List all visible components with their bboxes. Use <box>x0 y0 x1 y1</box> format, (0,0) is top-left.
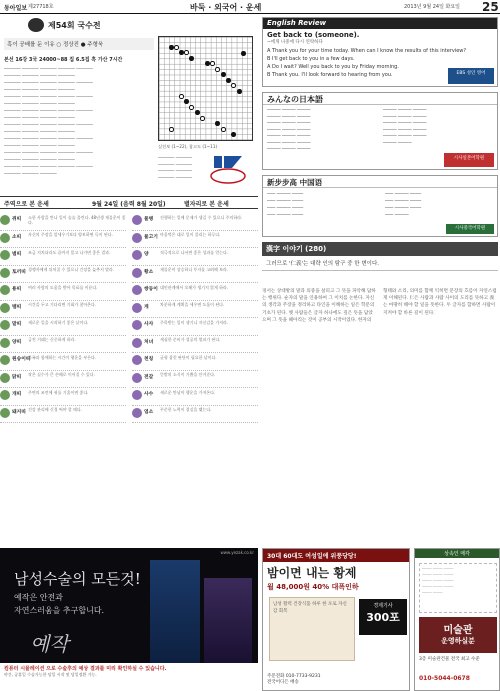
fortune-row <box>0 248 126 266</box>
gallery-ad-phone[interactable]: 010-5044-0678 <box>419 675 470 682</box>
fortune-row <box>132 318 258 336</box>
baduk-commentary-2: ────── ────── ────── ────── ────── ────── ────── ────── <box>158 156 192 181</box>
baduk-commentary: ────── ────── ────── ────── ────── ────── ────── ────── ────── ────── ────── ────── ────── ────── ────── ────── ────── ────── ────── ────── ────── ────── ────── ────── ────── ────── ────── ────── ────── ────── ────── ────── ────── ────── ────── ────── ────── ────── ────── ────── ────── ────── ────── ────── ────── ────── ────── ────── ────── ────── ────── ────── ────── ────── ────── ────── ────── ────── ────── ────── ────── ────── ────── ────── ────── ────── ────── ────── ────── ────── ────── <box>4 67 93 177</box>
fortune-row <box>132 371 258 389</box>
health-ad-contact <box>267 674 321 686</box>
fortune-text: 균형 잡힌 판단이 필요한 날이다. <box>160 354 217 360</box>
japanese-band: みんなの日本語 <box>263 93 497 105</box>
fortune-name: 사수 <box>144 392 154 397</box>
fortune-name: 전갈 <box>144 374 154 380</box>
clinic-ad-logo: 예작 <box>30 632 69 656</box>
clinic-ad[interactable] <box>0 548 258 691</box>
fortune-name: 염소 <box>144 409 154 415</box>
chinese-ad: 시사중국어학원 <box>446 224 494 234</box>
section-title: 바둑 · 외국어 · 운세 <box>190 3 262 12</box>
white-stone <box>221 127 226 132</box>
black-stone <box>231 132 236 137</box>
black-stone <box>226 78 231 83</box>
constellation-icon <box>132 285 142 295</box>
gallery-ad[interactable] <box>414 548 500 691</box>
white-stone <box>169 127 174 132</box>
health-ad-tel2: 전국어디든 배송 <box>267 680 299 685</box>
health-ad-price <box>359 599 407 635</box>
zodiac-icon <box>0 268 10 278</box>
fortune-section <box>0 196 258 542</box>
gallery-ad-desc: 3층 미술관건물 전국 최고 수준 <box>419 657 480 662</box>
black-stone <box>237 89 242 94</box>
fortune-name: 범띠 <box>12 252 22 257</box>
fortune-row <box>132 301 258 319</box>
fortune-name: 돼지띠 <box>12 409 26 415</box>
health-ad-title: 밤이면 내는 황제 <box>267 566 357 580</box>
issue-date: 2013년 9월 24일 화요일 <box>404 4 461 10</box>
zodiac-icon <box>0 285 10 295</box>
clinic-ad-bar-sub: 야간, 공휴일 수술가능한 당일 시작 및 당일정환 가능. <box>4 672 97 677</box>
white-stone <box>210 61 215 66</box>
fortune-row <box>132 213 258 231</box>
fortune-text: 여러 사람의 도움을 받아 목표를 이룬다. <box>28 284 98 290</box>
japanese-box <box>262 92 498 170</box>
baduk-title: 제54회 국수전 <box>48 21 101 30</box>
health-ad-box: 남성 활력 건강식품 하루 한 포로 자신감 회복 <box>269 597 355 661</box>
fortune-name: 물고기 <box>144 234 158 240</box>
english-review-box <box>262 17 498 87</box>
fortune-text: 진행하는 일에 문제가 생길 수 있으니 주의하라. <box>160 214 243 220</box>
clinic-ad-headline: 남성수술의 모든것! <box>14 570 141 588</box>
page-header <box>0 0 500 14</box>
white-stone <box>200 116 205 121</box>
fortune-text: 주변의 조언에 귀를 기울이면 좋다. <box>28 389 89 395</box>
fortune-text: 시간을 두고 기다리면 기회가 찾아온다. <box>28 302 97 307</box>
fortune-text: 조금 지치더라도 끝까지 밀고 나가면 좋은 결과. <box>28 249 111 255</box>
hanja-subtitle: 그러므로 '仁義'는 대략 인의 탐구 중 한 변이다. <box>262 256 498 271</box>
fortune-col-constellation <box>132 213 258 423</box>
fortune-text: 가족과 함께하는 시간이 행운을 부른다. <box>28 354 97 360</box>
fortune-text: 꾸준한 노력이 결실을 맺는다. <box>160 407 212 412</box>
fortune-text: 소한 사람을 만나 일이 술술 풀린다. 48년생 재물운이 좋다. <box>28 214 126 225</box>
black-stone <box>179 50 184 55</box>
fortune-header <box>0 197 258 209</box>
zodiac-icon <box>0 355 10 365</box>
fortune-name: 사자 <box>144 322 154 327</box>
fortune-text: 새로운 일을 시작하기 좋은 날이다. <box>28 319 89 325</box>
english-band: English Review <box>263 18 497 29</box>
clinic-ad-footer <box>0 663 258 691</box>
english-headline: Get back to (someone). <box>267 31 360 39</box>
zodiac-icon <box>0 250 10 260</box>
baduk-column <box>0 16 255 190</box>
fortune-row <box>0 283 126 301</box>
fortune-name: 물병 <box>144 217 154 222</box>
black-stone <box>221 72 226 77</box>
constellation-icon <box>132 373 142 383</box>
gallery-ad-title: 미술관 <box>443 625 473 636</box>
gallery-ad-box <box>419 617 497 653</box>
black-stone <box>205 61 210 66</box>
fortune-name: 쥐띠 <box>12 217 22 222</box>
fortune-text: 세심한 준비가 성공의 열쇠가 된다. <box>160 337 221 342</box>
gallery-ad-top: 상속인 매각 <box>415 549 499 558</box>
fortune-name: 닭띠 <box>12 374 22 380</box>
chinese-box <box>262 175 498 237</box>
fortune-text: 마음먹은 대로 일이 풀리는 하루다. <box>160 232 221 237</box>
gallery-ad-listing: ──── ──── ──── ──── ──── ──── ──── ──── ──── ──── ──── ──── ──── ──── <box>419 563 497 613</box>
constellation-icon <box>132 303 142 313</box>
hanja-column <box>262 242 498 538</box>
fortune-text: 작은 실수가 큰 손해로 이어질 수 있다. <box>28 372 95 377</box>
constellation-icon <box>132 250 142 260</box>
fortune-text: 경쟁자에게 뒤처질 수 있으니 긴장을 늦추지 말라. <box>28 267 115 272</box>
clinic-ad-line2: 자연스러움을 추구합니다. <box>14 606 105 615</box>
white-stone <box>174 45 179 50</box>
baduk-subtitle: 본선 16강 3국 24000~88 집 6.5집 흑 가산 7시간 <box>4 57 123 63</box>
health-ad-subtitle: 월 48,000원 40% 대폭인하 <box>267 583 359 591</box>
price-label: 경제기사 <box>373 603 393 609</box>
fortune-text: 대인관계에서 오해가 생기지 않게 하라. <box>160 284 229 290</box>
fortune-name: 원숭이띠 <box>12 357 31 362</box>
constellation-icon <box>132 215 142 225</box>
zodiac-icon <box>0 320 10 330</box>
fortune-text: 차분하게 계획을 세우면 도움이 된다. <box>160 302 225 307</box>
white-stone <box>215 67 220 72</box>
fortune-name: 게 <box>144 304 149 310</box>
dialog-line: B I'll get back to you in a few days. <box>267 56 355 62</box>
building-image <box>150 560 200 678</box>
fortune-row <box>0 406 126 424</box>
fortune-text: 재물운이 상승하니 투자를 고려해 보라. <box>160 267 229 272</box>
fortune-name: 양 <box>144 252 149 257</box>
clinic-ad-bar-title: 컴퓨터 시뮬레이션 으로 수술후의 예상 결과를 미리 확인하실 수 있습니다. <box>4 666 167 672</box>
black-stone <box>215 121 220 126</box>
fortune-text: 금전 거래는 신중하게 하라. <box>28 337 76 342</box>
hanja-body: 경서는 상대방의 말과 의중을 살피고 그 뜻을 파악해 답하는 행위다. 순자의 말을 인용하여 그 이치를 논한다. 자신의 생각과 주장을 정리하고 타인을 이해하는 일은 학문의 기초가 된다. 옛 사람들은 글자 하나에도 깊은 뜻을 담았으며 그 뜻을 헤아리는 것이 공부의 시작이었다. 한자의 형태와 소리, 의미를 함께 익히면 문장의 흐름이 자연스럽게 이해된다. 仁은 사람과 사람 사이의 도리를 뜻하고 義는 마땅히 해야 할 일을 뜻한다. 두 글자를 합하면 사람이 지켜야 할 바른 길이 된다. <box>262 289 497 323</box>
price-value: 300포 <box>366 611 400 624</box>
clinic-ad-line1: 예작은 안전과 <box>14 593 63 602</box>
zodiac-icon <box>0 233 10 243</box>
fortune-name: 황소 <box>144 269 154 275</box>
fortune-name: 천칭 <box>144 357 154 362</box>
constellation-icon <box>132 390 142 400</box>
white-stone <box>231 83 236 88</box>
fortune-row <box>0 231 126 249</box>
constellation-icon <box>132 233 142 243</box>
fortune-text: 건강 관리에 신경 써야 할 때다. <box>28 407 82 412</box>
fortune-text: 새로운 만남이 행운을 가져온다. <box>160 389 216 395</box>
fortune-text: 주목받는 일이 생기니 자신감을 가져라. <box>160 319 229 325</box>
constellation-icon <box>132 408 142 418</box>
fortune-name: 개띠 <box>12 392 22 397</box>
issue-number: 제27718호 <box>28 4 54 10</box>
fortune-name: 토끼띠 <box>12 269 26 275</box>
hanja-band: 漢字 이야기 (280) <box>262 242 498 256</box>
board-caption: 실전보 (1~22), 참고도 (1~11) <box>158 144 218 149</box>
chinese-col-left: ─── ───── ──── ─── ───── ──── ─── ───── ──── ─── ───── ──── <box>267 192 304 218</box>
masthead: 동아일보 <box>4 5 28 12</box>
constellation-icon <box>132 268 142 278</box>
clinic-ad-url[interactable]: www.yezak.co.kr <box>220 550 254 555</box>
fortune-row <box>132 336 258 354</box>
fortune-row <box>132 283 258 301</box>
baduk-players: 흑이 공배를 둔 이유 ○ 정상진 ● 주형욱 <box>4 38 154 50</box>
dialog-line: B Thank you. I'll look forward to hearing from you. <box>267 72 393 78</box>
fortune-name: 쌍둥이 <box>144 287 158 292</box>
fortune-row <box>0 266 126 284</box>
dialog-line: A Thank you for your time today. When can I know the results of this interview? <box>267 48 467 54</box>
fortune-row <box>132 266 258 284</box>
white-stone <box>189 105 194 110</box>
fortune-name: 양띠 <box>12 339 22 345</box>
zodiac-icon <box>0 390 10 400</box>
go-stone-logo-icon <box>28 18 44 32</box>
gallery-ad-subtitle: 운영하실분 <box>441 637 475 645</box>
black-stone <box>195 110 200 115</box>
fortune-text: 적극적으로 나서면 좋은 성과를 얻는다. <box>160 249 229 255</box>
health-ad-tel[interactable]: 주문전화 010-7733-9231 <box>267 674 321 679</box>
fortune-row <box>0 388 126 406</box>
chinese-col-right: ─── ───── ──── ─── ───── ──── ─── ───── ──── ─── ───── <box>385 192 422 218</box>
constellation-icon <box>132 338 142 348</box>
chinese-band: 新步步高 中国语 <box>263 176 497 188</box>
fortune-row <box>0 301 126 319</box>
fortune-left-title: 주역으로 본 운세 <box>4 201 49 208</box>
english-gloss: ~에게 나중에 다시 연락하다 <box>267 40 323 45</box>
fortune-row <box>132 248 258 266</box>
fortune-text: 자신의 주장을 앞세우기보다 양보하면 득이 된다. <box>28 232 113 237</box>
fortune-row <box>132 406 258 424</box>
black-stone <box>184 99 189 104</box>
japanese-col-left: ───── ───── ───── ───── ───── ───── ───── ───── ───── ───── ───── ───── ───── ───── ───── ───── ───── ───── ───── ───── ───── <box>267 108 311 152</box>
fortune-text: 뜻밖의 소식이 기쁨을 안겨준다. <box>160 372 216 377</box>
fortune-row <box>0 353 126 371</box>
go-board <box>158 36 253 141</box>
fortune-right-title: 별자리로 본 운세 <box>184 201 229 208</box>
fortune-row <box>132 353 258 371</box>
fortune-row <box>132 231 258 249</box>
zodiac-icon <box>0 303 10 313</box>
fortune-row <box>0 336 126 354</box>
fortune-name: 소띠 <box>12 234 22 240</box>
kia-logo-icon <box>208 152 248 186</box>
fortune-name: 처녀 <box>144 339 154 345</box>
zodiac-icon <box>0 373 10 383</box>
zodiac-icon <box>0 215 10 225</box>
zodiac-icon <box>0 408 10 418</box>
black-stone <box>189 56 194 61</box>
fortune-name: 말띠 <box>12 322 22 327</box>
fortune-row <box>0 213 126 231</box>
japanese-ad: 시사일본어학원 <box>444 153 494 167</box>
health-ad-top: 30대 60대도 여성일에 위풍당당! <box>263 549 409 562</box>
fortune-row <box>132 388 258 406</box>
constellation-icon <box>132 355 142 365</box>
constellation-icon <box>132 320 142 330</box>
japanese-col-right: ───── ───── ───── ───── ───── ───── ───── ───── ───── ───── ───── ───── ───── ───── ───── ───── ───── <box>383 108 427 146</box>
fortune-col-zodiac <box>0 213 126 423</box>
zodiac-icon <box>0 338 10 348</box>
black-stone <box>169 45 174 50</box>
black-stone <box>241 51 246 56</box>
english-ad: EBS 성인 영어 <box>448 68 494 84</box>
white-stone <box>184 50 189 55</box>
fortune-row <box>0 371 126 389</box>
health-ad[interactable] <box>262 548 410 691</box>
white-stone <box>179 94 184 99</box>
page-number: 25 <box>482 0 499 14</box>
fortune-name: 용띠 <box>12 287 22 292</box>
fortune-name: 뱀띠 <box>12 304 22 310</box>
dialog-line: A Do I wait? Well you back to you by Friday morning. <box>267 64 399 70</box>
fortune-row <box>0 318 126 336</box>
fortune-date: 9월 24일 (음력 8월 20일) <box>92 201 166 208</box>
